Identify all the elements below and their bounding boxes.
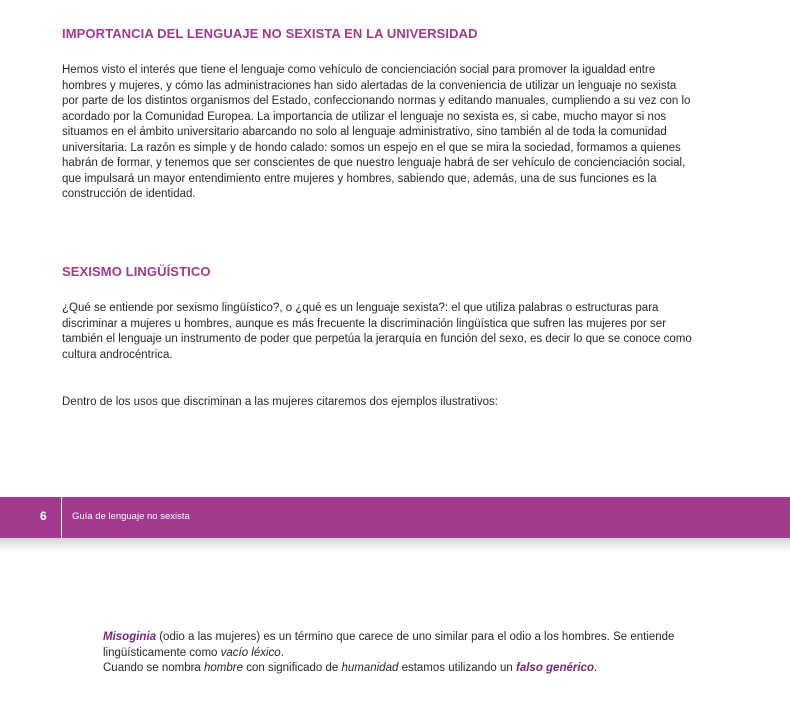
paragraph-sexismo	[62, 301, 722, 363]
text-line: habrán de formar, y tenemos que ser conscientes de que nuestro lenguaje habrá de ser vehículo de concienciación social,	[62, 157, 686, 169]
text-line: discriminar a mujeres u hombres, aunque es más frecuente la discriminación lingüística que sufren las mujeres por ser	[62, 317, 667, 330]
text-line: Dentro de los usos que discriminan a las mujeres citaremos dos ejemplos ilustrativos:	[62, 396, 498, 408]
text-line: que impulsará un mayor entendimiento entre mujeres y hombres, sabiendo que, además, una de sus funciones es la	[62, 172, 657, 185]
text-span: (odio a las mujeres) es un término que carece de uno similar para el odio a los hombres. Se entiende	[156, 631, 675, 643]
text-span: con significado de	[243, 662, 342, 674]
paragraph-misoginia	[103, 630, 753, 677]
text-line: situamos en el ámbito universitario abarcando no solo al lenguaje administrativo, sino también al de toda la comunidad	[62, 126, 667, 138]
section-heading-importancia: IMPORTANCIA DEL LENGUAJE NO SEXISTA EN LA UNIVERSIDAD	[62, 26, 478, 41]
text-span: lingüísticamente como	[103, 646, 221, 659]
text-line: construcción de identidad.	[62, 188, 196, 200]
text-span: .	[593, 662, 598, 674]
paragraph-importancia	[62, 63, 722, 203]
term-falso-generico: falso genérico	[516, 662, 594, 674]
italic-hombre: hombre	[204, 662, 244, 674]
text-line: cultura androcéntrica.	[62, 348, 173, 361]
text-line: por parte de los distintos organismos del Estado, confeccionando normas y editando manuales, cumpliendo a su vez con lo	[62, 95, 691, 107]
text-span: .	[280, 646, 284, 659]
page-separator	[0, 538, 790, 552]
page-footer	[0, 497, 790, 538]
text-line	[103, 630, 753, 646]
text-line: hombres y mujeres, y cómo las administraciones han sido alertadas de la conveniencia de utilizar un lenguaje no sexista	[62, 79, 677, 92]
text-line: Hemos visto el interés que tiene el lenguaje como vehículo de concienciación social para promover la igualdad entre	[62, 64, 656, 76]
page-number: 6	[40, 509, 47, 523]
text-line: universitaria. La razón es simple y de hondo calado: somos un espejo en el que se mira la sociedad, formamos a quienes	[62, 141, 681, 154]
next-page	[0, 552, 790, 707]
text-line: ¿Qué se entiende por sexismo lingüístico?, o ¿qué es un lenguaje sexista?: el que utiliza palabras o estructuras para	[62, 302, 659, 314]
text-line	[103, 646, 753, 662]
footer-title: Guía de lenguaje no sexista	[72, 511, 190, 522]
section-heading-sexismo: SEXISMO LINGÜÍSTICO	[62, 264, 211, 279]
footer-divider	[61, 497, 62, 538]
paragraph-intro	[62, 395, 722, 411]
text-span: estamos utilizando un	[398, 662, 516, 674]
text-span: Cuando se nombra	[103, 662, 205, 674]
text-line: también el lenguaje un instrumento de poder que perpetúa la jerarquía en función del sexo, es decir lo que se conoce como	[62, 333, 692, 345]
italic-humanidad: humanidad	[341, 662, 399, 674]
text-line: acordado por la Comunidad Europea. La importancia de utilizar el lenguaje no sexista es, si cabe, mucho mayor si nos	[62, 110, 667, 123]
term-misoginia: Misoginia	[103, 631, 157, 643]
italic-vacio-lexico: vacío léxico	[220, 646, 281, 659]
text-line	[103, 661, 753, 677]
